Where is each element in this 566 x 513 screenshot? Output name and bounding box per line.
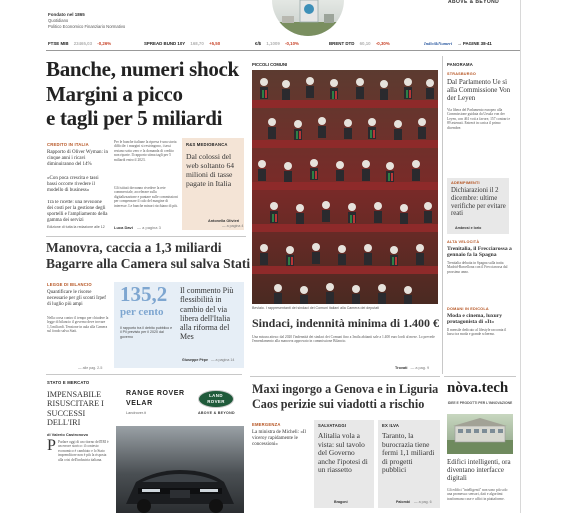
ex-ilva-box	[378, 420, 440, 508]
maxi-section-2: SALVATAGGI	[318, 423, 347, 428]
lead-headline-2: Margini a picco	[46, 82, 183, 106]
mes-amount: 135,2	[120, 282, 168, 306]
masthead-ad-tagline: ABOVE & BEYOND	[448, 0, 500, 5]
maxi-section-3: EX ILVA	[382, 423, 400, 428]
manovra-section-label: LEGGE DI BILANCIO	[47, 282, 92, 287]
manovra-body: Nella corsa contro il tempo per chiudere la legge di bilancio il governo deve trovare 1,3 miliardi. Tensione in aula alla Camera sul fondo salva Stati.	[47, 316, 109, 334]
masthead-line3: Politico Economico Finanziario Normativo	[48, 24, 126, 29]
media-box	[182, 138, 244, 230]
section-rule	[444, 376, 516, 377]
panorama-headline-2: Dichiarazioni il 2 dicembre: ultime verifiche per evitare reati	[451, 187, 506, 218]
panorama-body-1: Via libera del Parlamento europeo alla Commissione guidata da Ursula von der Leyen, con 461 voti a favore, 157 contrari e 89 astenuti. Entrerà in carica il primo dicembre.	[447, 108, 511, 130]
stato-section-label: STATO E MERCATO	[47, 380, 90, 385]
section-rule	[250, 376, 440, 377]
maxi-body-1	[252, 456, 310, 506]
media-section-label: R&S MEDIOBANCA	[186, 142, 228, 147]
ticker-change: -0,26%	[97, 41, 112, 46]
panorama-tag-1: STRASBURGO	[447, 72, 477, 76]
panorama-tag-2: ADEMPIMENTI	[451, 181, 480, 185]
ticker-label: SPREAD BUND 10Y	[144, 41, 186, 46]
range-rover-ad[interactable]	[116, 382, 244, 513]
ad-badge-2: ROVER	[207, 398, 225, 404]
lead-headline-3: e tagli per 5 miliardi	[46, 106, 223, 130]
panorama-tag-3: ALTA VELOCITÀ	[447, 240, 480, 244]
novatech-sub: IDEE E PRODOTTI PER L'INNOVAZIONE	[447, 401, 513, 405]
lead-photo	[252, 70, 438, 304]
mes-note: Il rapporto tra il debito pubblico e il Pil previsto per il 2020 dal governo	[120, 326, 173, 339]
ticker-value: 60,10	[359, 41, 371, 46]
masthead-founded: Fondato nel 1865	[48, 12, 85, 17]
ad-site: Landrover.it	[126, 411, 146, 415]
manovra-bullet: Quantificare le risorse necessarie per gli sconti Irpef di luglio più ampi	[47, 290, 106, 307]
sindaci-headline: Sindaci, indennità minima di 1.400 €	[252, 316, 440, 330]
panorama-headline-1: Dal Parlamento Ue sì alla Commissione Von der Leyen	[447, 78, 511, 102]
lead-bullet-3: Tra le ricette: una revisione dei costi per la gestione degli sportelli e l'ampliamento della gamma dei servizi	[47, 200, 108, 223]
masthead-line2: Quotidiano	[48, 18, 69, 23]
mes-see-page[interactable]: — a pagina 14	[210, 358, 235, 362]
ticker-change: +5,50	[209, 41, 221, 46]
maxi-section-1: EMERGENZA	[252, 422, 281, 427]
mes-box	[114, 282, 244, 368]
maxi-byline-3: Palombi	[396, 500, 410, 504]
land-rover-logo	[198, 390, 234, 408]
parliament-photo	[252, 70, 438, 304]
column-rule	[442, 56, 443, 374]
panorama-tag-4: DOMANI IN EDICOLA	[447, 307, 489, 311]
ad-photo	[116, 426, 244, 513]
ad-badge-1: LAND	[209, 393, 223, 398]
building-image	[447, 414, 513, 454]
panorama-section-label: PANORAMA	[447, 62, 473, 67]
novatech-headline: Edifici intelligenti, ora diventano interfacce digitali	[447, 458, 511, 482]
novatech-logo: nòva.tech	[447, 380, 509, 396]
car-image	[116, 426, 244, 513]
panorama-body-4: Il mensile dedicato al lifestyle racconta il lusso tra moda e grande schermo.	[447, 328, 507, 337]
mes-byline: Giuseppe Pèpe	[182, 358, 208, 362]
ticker-change: -0,30%	[375, 41, 390, 46]
photo-section-label: PICCOLI COMUNI	[252, 62, 288, 67]
lead-headline-1: Banche, numeri shock	[46, 57, 239, 81]
maxi-text-2: Alitalia vola a vista: sul tavolo del Governo anche l'ipotesi di un riassetto	[318, 431, 368, 475]
stato-headline: IMPENSABILE RISUSCITARE I SUCCESSI DELL'IRI	[47, 390, 104, 428]
panorama-body-3: Trenitalia debutta in Spagna sulla tratta Madrid-Barcellona con il Frecciarossa dal prossimo anno.	[447, 261, 508, 274]
lead-byline: Luca Davi	[114, 225, 133, 230]
mes-unit: per cento	[120, 306, 164, 318]
page-edge	[520, 0, 521, 513]
manovra-headline-1: Manovra, caccia a 1,3 miliardi	[46, 240, 222, 255]
ad-brand: RANGE ROVER	[126, 390, 185, 397]
novatech-image	[447, 414, 513, 454]
masthead-promo-graphic	[272, 0, 344, 36]
sindaci-body: Una misura attesa: dal 2020 l'indennità dei sindaci dei Comuni fino a 3mila abitanti sale a 1.400 euro lordi al mese. Lo prevede l'emendamento alla manovra approvato in commissione Bilancio.	[252, 335, 435, 344]
ticker-pages: → PAGINE 38-41	[457, 41, 492, 46]
lead-bullet-1: Rapporto di Oliver Wyman: in cinque anni i ricavi diminuiranno del 14%	[47, 150, 108, 167]
section-rule	[46, 374, 242, 375]
maxi-byline-2: Bragoni	[334, 500, 348, 504]
ad-model: VELAR	[126, 400, 153, 407]
media-byline: Antonella Olivieri	[208, 219, 240, 223]
manovra-see-page[interactable]: — alle pag. 2-5	[78, 366, 103, 370]
lead-edition-note: Edizione di tutta la redazione alle 12	[47, 225, 105, 229]
maxi-see-page[interactable]: — a pag. 6	[414, 500, 432, 504]
lead-body-2: Gli istituti dovranno rivedere la rete commerciale, accelerare sulla digitalizzazione e puntare sulle commissioni per compensare il calo del margine di interesse. Le banche minori rischiano di più.	[114, 186, 178, 208]
sindaci-byline: Trovati	[395, 366, 408, 370]
masthead-promo-image	[272, 0, 344, 36]
ticker-rule	[46, 50, 520, 51]
ticker-link[interactable]: Indici&Numeri	[424, 41, 453, 46]
ticker-change: -0,10%	[285, 41, 299, 46]
lead-body-1: Per le banche italiane la ripresa è una storia difficile: i margini si restringono, i tassi restano sotto zero e la domanda di credito non riparte. Il rapporto stima tagli per 5 miliardi entro il 2023.	[114, 140, 177, 162]
ticker-label: BRENT DTD	[329, 41, 355, 46]
stato-byline: di Valerio Castronovo	[47, 432, 89, 437]
sindaci-see-page[interactable]: — a pag. 9	[410, 366, 430, 370]
photo-caption: Bevlaio. I rappresentanti dei sindaci dei Comuni italiani alla Camera dei deputati	[252, 306, 380, 310]
novatech-body: Gli edifici "intelligenti" non sono più solo una promessa: sensori, dati e algoritmi trasformano case e uffici in piattaforme.	[447, 488, 508, 501]
masthead	[0, 0, 566, 38]
stato-body: Parlare oggi di un ritorno dell'IRI è un errore storico: il contesto economico è cambiato e lo Stato imprenditore non è più la risposta alla crisi dell'industria italiana.	[58, 440, 109, 462]
media-see-page[interactable]: — a pagina 4	[222, 224, 244, 228]
maxi-headline-2: Caos perizie sui viadotti a rischio	[252, 397, 425, 411]
ticker-value: 23465,03	[73, 41, 93, 46]
maxi-text-3: Taranto, la burocrazia tiene fermi 1,1 miliardi di progetti pubblici	[382, 431, 435, 475]
maxi-headline-1: Maxi ingorgo a Genova e in Liguria	[252, 382, 439, 396]
ad-tagline: ABOVE & BEYOND	[198, 411, 235, 415]
panorama-headline-4: Moda e cinema, luxury protagonista di «It»	[447, 313, 503, 326]
media-headline: Dal colossi del web soltanto 64 milioni di tasse pagate in Italia	[186, 152, 235, 188]
ticker-label: €/$	[255, 41, 262, 46]
ticker-value: 1,1009	[266, 41, 280, 46]
lead-bullet-2: «Con poca crescita e tassi bassi occorre rivedere il modello di business»	[47, 176, 99, 193]
maxi-text-1: La ministra de Micheli: «Il viceroy rapidamente le concessioni»	[252, 430, 306, 447]
manovra-headline-2: Bagarre alla Camera sul salva Stati	[46, 256, 251, 271]
lead-section-label: CREDITO IN ITALIA	[47, 142, 89, 147]
panorama-headline-3: Trenitalia, il Frecciarossa a gennaio fa la Spagna	[447, 246, 512, 259]
drop-cap: P	[47, 437, 56, 454]
mes-headline: Il commento Più flessibilità in cambio del via libera dell'Italia alla riforma del Mes	[180, 286, 234, 342]
lead-see-page[interactable]: — a pagina 3	[137, 225, 161, 230]
section-rule	[46, 236, 246, 237]
ticker-label: FTSE MIB	[48, 41, 69, 46]
salvataggi-box	[314, 420, 374, 508]
market-ticker	[48, 40, 518, 48]
panorama-byline-2: Ambrosi e Iorio	[455, 226, 482, 230]
ticker-value: 168,70	[190, 41, 204, 46]
adempimenti-box	[447, 178, 509, 234]
